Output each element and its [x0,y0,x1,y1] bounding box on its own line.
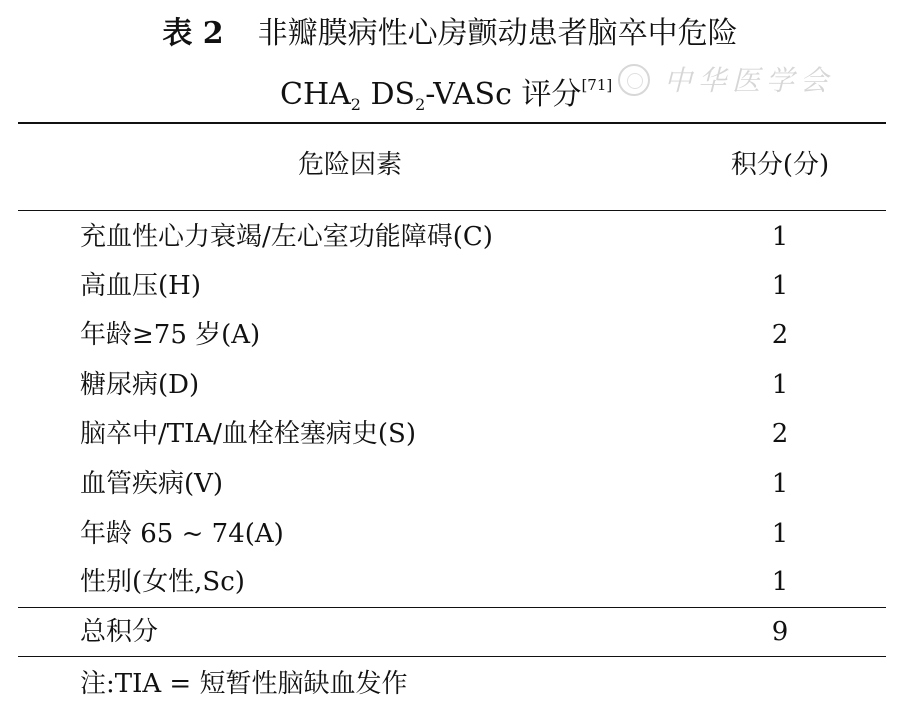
row-score: 1 [771,469,789,499]
table-row [0,513,900,555]
total-row [0,611,900,653]
table-row [0,364,900,406]
table-row [0,265,900,307]
header-rule [18,210,886,211]
row-score: 1 [771,370,789,400]
row-factor: 年龄 65 ~ 74(A) [80,519,284,549]
table-row [0,561,900,603]
total-score: 9 [771,617,789,647]
watermark-seal-icon [618,64,650,96]
table-row [0,463,900,505]
row-factor: 血管疾病(V) [80,469,224,499]
table-label: 表 2 [162,16,224,51]
row-score: 1 [771,271,789,301]
row-score: 1 [771,222,789,252]
row-factor: 性别(女性,Sc) [80,567,245,597]
row-factor: 高血压(H) [80,271,201,301]
row-factor: 年龄≥75 岁(A) [80,320,261,350]
total-label: 总积分 [80,617,159,647]
row-factor: 充血性心力衰竭/左心室功能障碍(C) [80,222,493,252]
header-score: 积分(分) [730,150,830,180]
table-title-line2: $CHA_2$ $DS_2$-VASc 评分[71] [280,76,613,114]
row-score: 2 [771,320,789,350]
top-rule [18,122,886,124]
table-row [0,413,900,455]
reference-marker: [71] [581,76,613,94]
table-row [0,216,900,258]
row-score: 2 [771,419,789,449]
row-factor: 脑卒中/TIA/血栓栓塞病史(S) [80,419,417,449]
table-note: 注:TIA = 短暂性脑缺血发作 [80,669,408,699]
header-risk-factor: 危险因素 [297,150,402,180]
table-row [0,314,900,356]
table-title-line1: 非瓣膜病性心房颤动患者脑卒中危险 [257,16,738,51]
row-factor: 糖尿病(D) [80,370,200,400]
watermark-text: 中华医学会 [664,64,835,97]
table-title [0,12,900,56]
total-rule [18,607,886,608]
row-score: 1 [771,567,789,597]
row-score: 1 [771,519,789,549]
bottom-rule [18,656,886,657]
